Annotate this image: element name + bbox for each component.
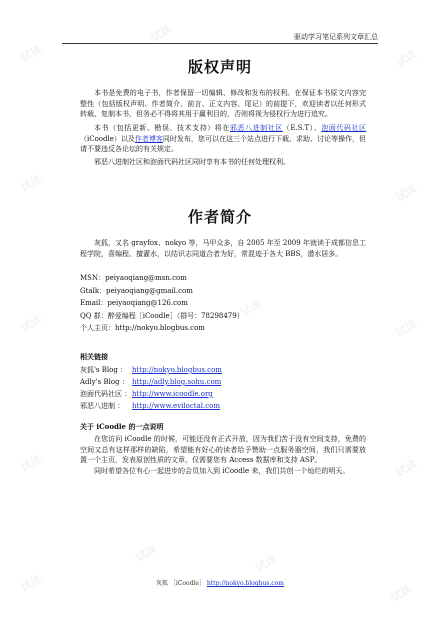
watermark: 试读 (18, 42, 45, 65)
about-paragraph-1: 在您访问 iCoodle 的时候，可能还没有正式开放，因为我们苦于没有空间支持，免费的空间又总有这样那样的缺陷，希望能有好心的读者给予赞助一点服务器空间，我们只需要放置一个主页，发表原创性质的文章，仅需要您有 Access 数据库和支持 ASP。 (80, 435, 366, 464)
contact-qq-group: QQ 群：醉爱编程［iCoodle］（群号：78298479） (80, 311, 244, 320)
contact-msn: MSN：peiyaoqiang@msn.com (80, 274, 187, 282)
watermark: 试读 (18, 312, 45, 335)
copyright-paragraph-2 (80, 123, 366, 155)
copyright-paragraph-3: 邪恶八进制社区和泡面代码社区同时享有本书的任何处理权利。 (94, 158, 290, 166)
copyright-paragraph-1: 本书是免费的电子书，作者保留一切编辑、修改和发布的权利。在保证本书原文内容完整性（包括版权声明、作者简介、前言、正文内容、尾记）的前提下，欢迎读者以任何形式转载、复制本书，但务必不得将其用于赢利目的，否则将视为侵权行为进行追究。 (80, 89, 366, 118)
running-header: 驱动学习笔记系列文章汇总 (294, 33, 378, 41)
link-row (80, 400, 222, 412)
watermark: 试读 (393, 182, 420, 205)
copyright-p2-text-pre: 本书（包括更新、勘误、技术支持）将在 (94, 124, 230, 132)
watermark: 试读 (393, 317, 420, 340)
link-url[interactable]: http://www.eviloctal.com (132, 402, 220, 410)
watermark: 试读 (238, 297, 265, 320)
watermark: 试读 (18, 572, 45, 595)
contact-email: Email：peiyaoqiang@126.com (80, 299, 188, 307)
link-row (80, 376, 222, 388)
link-row (80, 388, 222, 400)
watermark: 试读 (18, 172, 45, 195)
author-blog-link[interactable]: 作者博客 (134, 134, 163, 143)
copyright-title: 版权声明 (187, 58, 252, 76)
link-label: 灰狐's Blog ： (80, 366, 128, 374)
link-url[interactable]: http://nokyo.blogbus.com (132, 366, 222, 374)
author-title: 作者简介 (187, 208, 252, 226)
contact-homepage: 个人主页：http://nokyo.blogbus.com (80, 324, 205, 332)
header-rule (62, 43, 378, 44)
copyright-p2-text-post: 同时发布，您可以在这三个站点进行下载、求助、讨论等操作，但请不要违反各论坛的有关规定。 (80, 134, 367, 153)
copyright-p2-text-mid1: （E.S.T）、 (282, 124, 322, 132)
link-url[interactable]: http://adly.blog.sohu.com (132, 378, 222, 386)
link-label: Adly's Blog ： (80, 378, 129, 386)
watermark: 试读 (388, 582, 415, 605)
watermark: 试读 (18, 452, 45, 475)
about-icoodle-title: 关于 iCoodle 的一点说明 (80, 422, 164, 431)
watermark: 试读 (393, 47, 420, 70)
links-list (80, 364, 222, 412)
watermark: 试读 (393, 457, 420, 480)
contact-list (80, 272, 244, 335)
contact-gtalk: Gtalk：peiyaoqiang@gmail.com (80, 286, 193, 295)
footer-link[interactable]: http://nokyo.blogbus.com (206, 580, 284, 587)
link-url[interactable]: http://www.icoodle.org (132, 390, 213, 398)
link-label: 邪恶八进制 ： (80, 402, 125, 410)
author-bio: 灰狐，又名 grayfox、nokyo 等，马甲众多，自 2005 年至 2009 年就读于成都信息工程学院，喜编程、擅灌水，以结识志同道合者为好，常混迹于各大 BBS，潜水居多。 (80, 239, 366, 258)
link-label: 泡面代码社区 ： (80, 390, 132, 398)
watermark: 试读 (148, 22, 175, 45)
footer-text: 灰狐 ［iCoodle］ (156, 580, 207, 587)
about-paragraph-2: 同时希望各位有心一起进步的会员加入到 iCoodle 来，我们共创一个灿烂的明天。 (94, 467, 350, 475)
links-title: 相关链接 (80, 352, 108, 361)
link-row (80, 364, 222, 376)
page-footer (0, 578, 440, 587)
est-community-link[interactable]: 邪恶八进制社区 (229, 124, 283, 132)
icoodle-community-link[interactable]: 泡面代码社区 (321, 124, 367, 132)
copyright-p2-text-mid2: （iCoodle）以及 (80, 134, 135, 143)
watermark: 试读 (253, 552, 280, 575)
watermark: 试读 (133, 542, 160, 565)
